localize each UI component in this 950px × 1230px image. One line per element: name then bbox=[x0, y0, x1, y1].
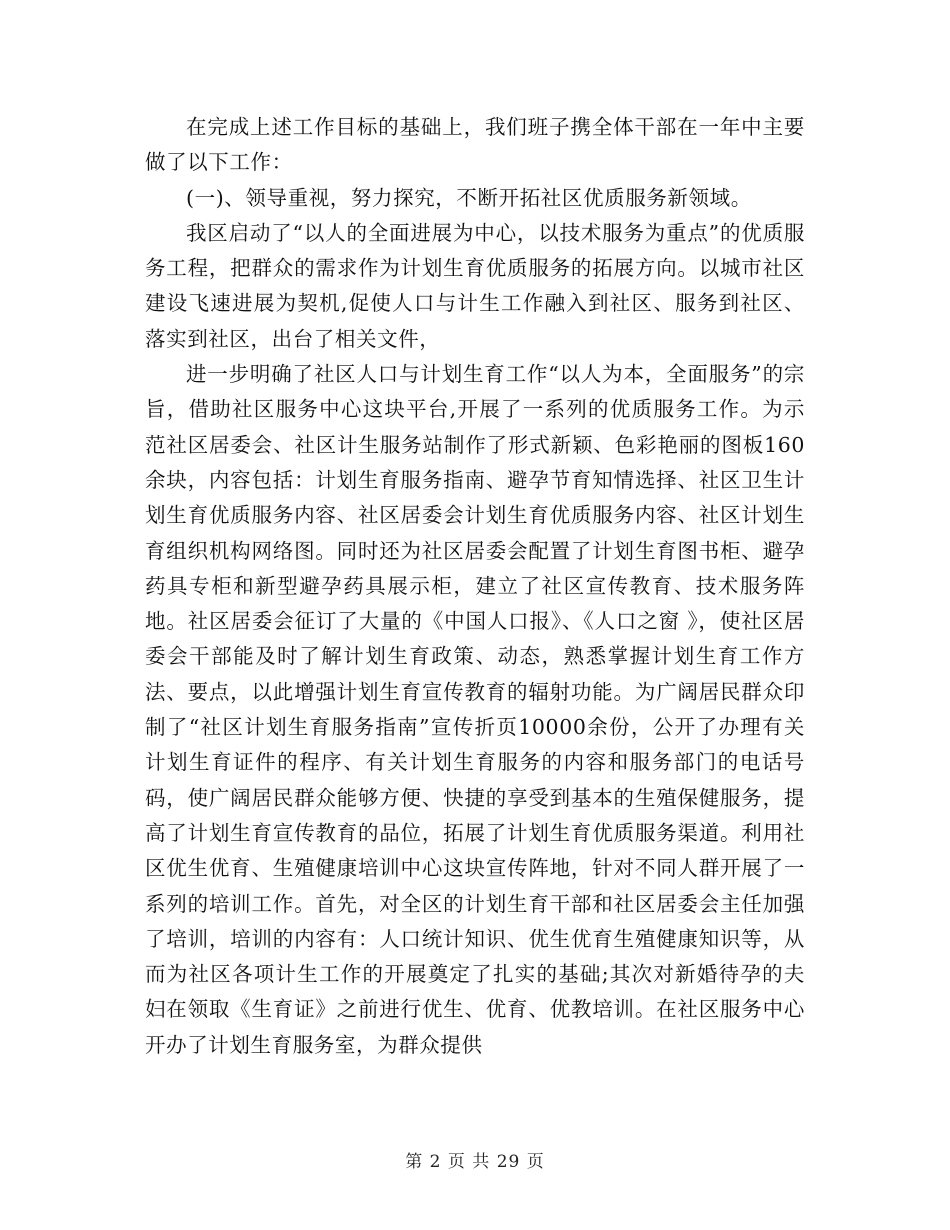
document-body bbox=[145, 110, 805, 1063]
page-footer: 第 2 页 共 29 页 bbox=[405, 1152, 545, 1172]
paragraph-section-heading: (一)、领导重视，努力探究，不断开拓社区优质服务新领域。 bbox=[186, 185, 752, 210]
paragraph-community-work: 进一步明确了社区人口与计划生育工作“以人为本，全面服务”的宗旨，借助社区服务中心这块平台,开展了一系列的优质服务工作。为示范社区居委会、社区计生服务站制作了形式新颖、色彩艳丽的图板160余块，内容包括：计划生育服务指南、避孕节育知情选择、社区卫生计划生育优质服务内容、社区居委会计划生育优质服务内容、社区计划生育组织机构网络图。同时还为社区居委会配置了计划生育图书柜、避孕药具专柜和新型避孕药具展示柜，建立了社区宣传教育、技术服务阵地。社区居委会征订了大量的《中国人口报》、《人口之窗 》，使社区居委会干部能及时了解计划生育政策、动态，熟悉掌握计划生育工作方法、要点，以此增强计划生育宣传教育的辐射功能。为广阔居民群众印制了“社区计划生育服务指南”宣传折页10000余份，公开了办理有关计划生育证件的程序、有关计划生育服务的内容和服务部门的电话号码，使广阔居民群众能够方便、快捷的享受到基本的生殖保健服务，提高了计划生育宣传教育的品位，拓展了计划生育优质服务渠道。利用社区优生优育、生殖健康培训中心这块宣传阵地，针对不同人群开展了一系列的培训工作。首先，对全区的计划生育干部和社区居委会主任加强了培训，培训的内容有：人口统计知识、优生优育生殖健康知识等，从而为社区各项计生工作的开展奠定了扎实的基础;其次对新婚待孕的夫妇在领取《生育证》之前进行优生、优育、优教培训。在社区服务中心开办了计划生育服务室，为群众提供 bbox=[145, 362, 805, 1057]
paragraph-intro: 在完成上述工作目标的基础上，我们班子携全体干部在一年中主要做了以下工作： bbox=[145, 115, 805, 175]
paragraph-service-project: 我区启动了“以人的全面进展为中心，以技术服务为重点”的优质服务工程，把群众的需求作为计划生育优质服务的拓展方向。以城市社区建设飞速进展为契机,促使人口与计生工作融入到社区、服务到社区、落实到社区，出台了相关文件， bbox=[145, 220, 805, 351]
